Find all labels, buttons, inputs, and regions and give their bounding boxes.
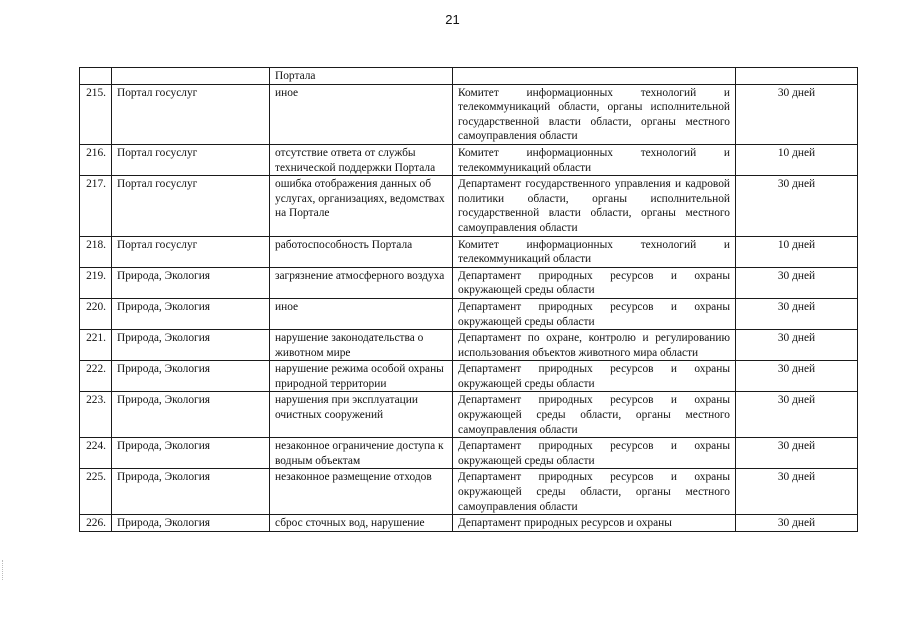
scan-margin-mark bbox=[2, 560, 4, 580]
row-number-cell: 222. bbox=[80, 361, 112, 392]
term-cell: 30 дней bbox=[736, 330, 858, 361]
category-cell: Портал госуслуг bbox=[112, 84, 270, 144]
row-number-cell: 223. bbox=[80, 392, 112, 438]
row-number-cell: 218. bbox=[80, 236, 112, 267]
category-cell: Природа, Экология bbox=[112, 469, 270, 515]
topic-cell: работоспособность Портала bbox=[270, 236, 453, 267]
topic-cell: иное bbox=[270, 84, 453, 144]
category-cell: Природа, Экология bbox=[112, 438, 270, 469]
row-number-cell: 215. bbox=[80, 84, 112, 144]
category-cell: Природа, Экология bbox=[112, 392, 270, 438]
term-cell: 30 дней bbox=[736, 469, 858, 515]
page-number: 21 bbox=[445, 12, 460, 27]
term-cell bbox=[736, 68, 858, 85]
row-number-cell: 217. bbox=[80, 176, 112, 236]
row-number-cell bbox=[80, 68, 112, 85]
department-cell: Комитет информационных технологий и телекоммуникаций области, органы исполнительной государственной власти области, органы местного самоуправления области bbox=[453, 84, 736, 144]
appeals-table bbox=[79, 67, 858, 532]
term-cell: 30 дней bbox=[736, 361, 858, 392]
category-cell: Природа, Экология bbox=[112, 515, 270, 532]
department-cell: Комитет информационных технологий и телекоммуникаций области bbox=[453, 144, 736, 175]
department-cell: Департамент природных ресурсов и охраны окружающей среды области bbox=[453, 361, 736, 392]
table-row bbox=[80, 330, 858, 361]
table-row bbox=[80, 469, 858, 515]
term-cell: 30 дней bbox=[736, 438, 858, 469]
row-number-cell: 224. bbox=[80, 438, 112, 469]
topic-cell: сброс сточных вод, нарушение bbox=[270, 515, 453, 532]
table-row bbox=[80, 236, 858, 267]
table-row bbox=[80, 176, 858, 236]
category-cell bbox=[112, 68, 270, 85]
topic-cell: иное bbox=[270, 298, 453, 329]
table-row bbox=[80, 438, 858, 469]
category-cell: Природа, Экология bbox=[112, 267, 270, 298]
category-cell: Природа, Экология bbox=[112, 330, 270, 361]
topic-cell: отсутствие ответа от службы технической поддержки Портала bbox=[270, 144, 453, 175]
category-cell: Портал госуслуг bbox=[112, 236, 270, 267]
department-cell bbox=[453, 68, 736, 85]
department-cell: Департамент природных ресурсов и охраны окружающей среды области bbox=[453, 267, 736, 298]
topic-cell: нарушение режима особой охраны природной территории bbox=[270, 361, 453, 392]
topic-cell: нарушение законодательства о животном мире bbox=[270, 330, 453, 361]
category-cell: Природа, Экология bbox=[112, 298, 270, 329]
term-cell: 30 дней bbox=[736, 267, 858, 298]
topic-cell: нарушения при эксплуатации очистных сооружений bbox=[270, 392, 453, 438]
topic-cell: Портала bbox=[270, 68, 453, 85]
term-cell: 30 дней bbox=[736, 515, 858, 532]
term-cell: 30 дней bbox=[736, 392, 858, 438]
topic-cell: незаконное размещение отходов bbox=[270, 469, 453, 515]
term-cell: 10 дней bbox=[736, 236, 858, 267]
topic-cell: ошибка отображения данных об услугах, организациях, ведомствах на Портале bbox=[270, 176, 453, 236]
term-cell: 30 дней bbox=[736, 298, 858, 329]
table-row bbox=[80, 144, 858, 175]
category-cell: Портал госуслуг bbox=[112, 176, 270, 236]
table-row bbox=[80, 392, 858, 438]
term-cell: 30 дней bbox=[736, 84, 858, 144]
row-number-cell: 219. bbox=[80, 267, 112, 298]
department-cell: Департамент государственного управления и кадровой политики области, органы исполнительной государственной власти области, органы местного самоуправления области bbox=[453, 176, 736, 236]
topic-cell: загрязнение атмосферного воздуха bbox=[270, 267, 453, 298]
department-cell: Департамент природных ресурсов и охраны окружающей среды области, органы местного самоуправления области bbox=[453, 469, 736, 515]
category-cell: Природа, Экология bbox=[112, 361, 270, 392]
row-number-cell: 225. bbox=[80, 469, 112, 515]
term-cell: 30 дней bbox=[736, 176, 858, 236]
row-number-cell: 220. bbox=[80, 298, 112, 329]
department-cell: Комитет информационных технологий и телекоммуникаций области bbox=[453, 236, 736, 267]
table-row bbox=[80, 515, 858, 532]
table-row bbox=[80, 298, 858, 329]
department-cell: Департамент природных ресурсов и охраны окружающей среды области bbox=[453, 298, 736, 329]
table-row bbox=[80, 84, 858, 144]
row-number-cell: 221. bbox=[80, 330, 112, 361]
department-cell: Департамент природных ресурсов и охраны окружающей среды области bbox=[453, 438, 736, 469]
department-cell: Департамент по охране, контролю и регулированию использования объектов животного мира области bbox=[453, 330, 736, 361]
table-body bbox=[80, 68, 858, 532]
table-row bbox=[80, 267, 858, 298]
topic-cell: незаконное ограничение доступа к водным объектам bbox=[270, 438, 453, 469]
term-cell: 10 дней bbox=[736, 144, 858, 175]
department-cell: Департамент природных ресурсов и охраны bbox=[453, 515, 736, 532]
table-row bbox=[80, 361, 858, 392]
row-number-cell: 226. bbox=[80, 515, 112, 532]
table-row bbox=[80, 68, 858, 85]
department-cell: Департамент природных ресурсов и охраны окружающей среды области, органы местного самоуправления области bbox=[453, 392, 736, 438]
category-cell: Портал госуслуг bbox=[112, 144, 270, 175]
row-number-cell: 216. bbox=[80, 144, 112, 175]
